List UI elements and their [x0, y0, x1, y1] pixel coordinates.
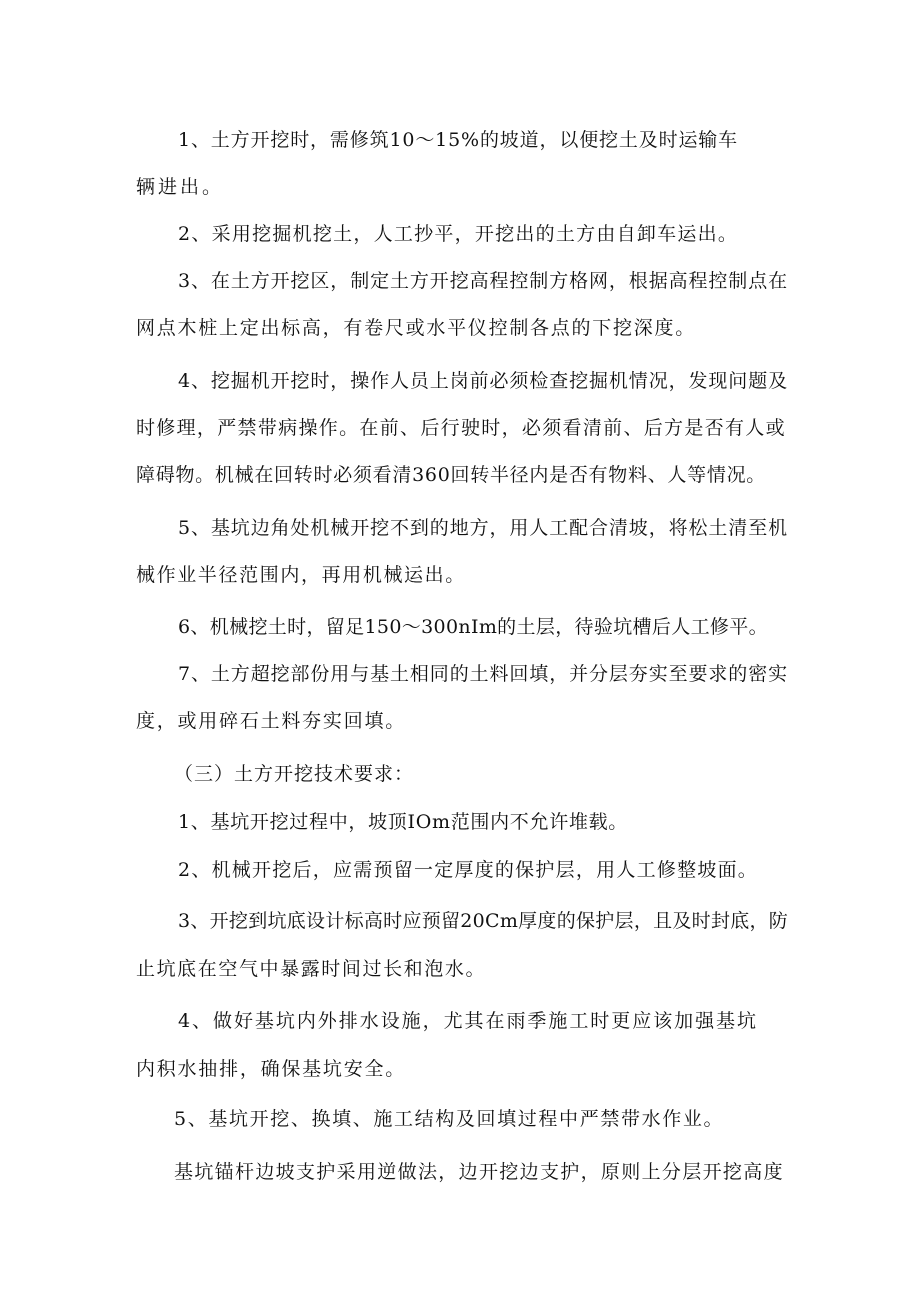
- text-line-5: 网点木桩上定出标高，有卷尺或水平仪控制各点的下挖深度。: [136, 317, 696, 339]
- text-line-4: 3、在土方开挖区，制定土方开挖高程控制方格网，根据高程控制点在: [178, 270, 788, 292]
- text-line-16: 2、机械开挖后，应需预留一定厚度的保护层，用人工修整坡面。: [178, 859, 759, 881]
- text-line-13: 度，或用碎石土料夯实回填。: [136, 710, 407, 732]
- text-line-18: 止坑底在空气中暴露时间过长和泡水。: [136, 958, 487, 980]
- text-line-20: 内积水抽排，确保基坑安全。: [136, 1058, 407, 1080]
- text-line-9: 5、基坑边角处机械开挖不到的地方，用人工配合清坡，将松土清至机: [178, 517, 788, 539]
- text-line-10: 械作业半径范围内，再用机械运出。: [136, 564, 466, 586]
- text-line-2: 辆进出。: [136, 176, 225, 198]
- text-line-21: 5、基坑开挖、换填、施工结构及回填过程中严禁带水作业。: [174, 1108, 725, 1130]
- text-line-3: 2、采用挖掘机挖土，人工抄平，开挖出的土方由自卸车运出。: [178, 223, 739, 245]
- text-line-22: 基坑锚杆边坡支护采用逆做法，边开挖边支护，原则上分层开挖高度: [174, 1161, 784, 1183]
- text-line-17: 3、开挖到坑底设计标高时应预留20Cm厚度的保护层，且及时封底，防: [178, 910, 789, 932]
- text-line-19: 4、做好基坑内外排水设施，尤其在雨季施工时更应该加强基坑: [178, 1010, 758, 1032]
- text-line-1: 1、土方开挖时，需修筑10～15%的坡道，以便挖土及时运输车: [178, 129, 738, 151]
- text-line-11: 6、机械挖土时，留足150～300nIm的土层，待验坑槽后人工修平。: [178, 616, 768, 638]
- text-line-8: 障碍物。机械在回转时必须看清360回转半径内是否有物料、人等情况。: [136, 464, 767, 486]
- text-line-15: 1、基坑开挖过程中，坡顶IOm范围内不允许堆载。: [178, 811, 628, 833]
- text-line-6: 4、挖掘机开挖时，操作人员上岗前必须检查挖掘机情况，发现问题及: [178, 370, 788, 392]
- text-line-7: 时修理，严禁带病操作。在前、后行驶时，必须看清前、后方是否有人或: [136, 417, 786, 439]
- text-line-12: 7、土方超挖部份用与基土相同的土料回填，并分层夯实至要求的密实: [178, 663, 788, 685]
- section-heading: （三）土方开挖技术要求：: [174, 763, 415, 785]
